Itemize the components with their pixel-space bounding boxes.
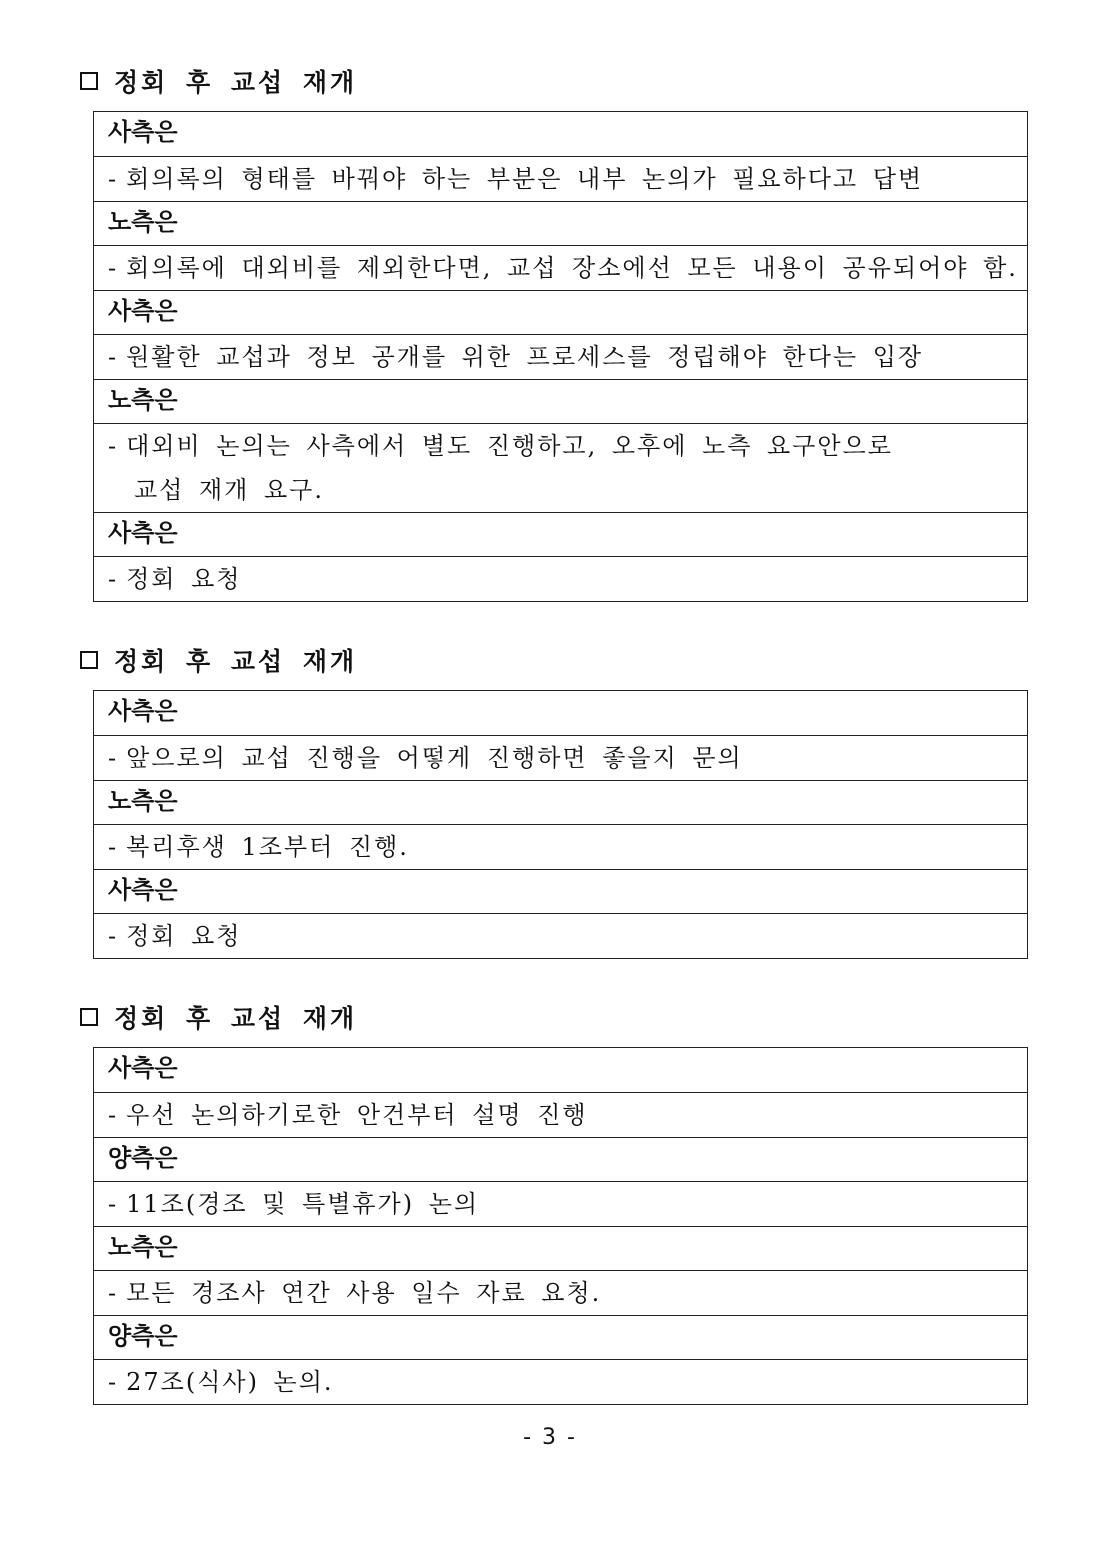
statement-row bbox=[94, 1270, 1027, 1315]
statement-row bbox=[94, 156, 1027, 201]
speaker-row: 사측은 bbox=[94, 512, 1027, 556]
dash-marker: - bbox=[108, 922, 119, 950]
speaker-row: 사측은 bbox=[94, 869, 1027, 913]
dash-marker: - bbox=[108, 254, 119, 282]
dash-marker: - bbox=[108, 165, 119, 193]
dash-marker: - bbox=[108, 565, 119, 593]
statement-continuation: 교섭 재개 요구. bbox=[134, 476, 324, 504]
statement-row bbox=[94, 735, 1027, 780]
minutes-table bbox=[93, 690, 1028, 959]
statement-text: 복리후생 1조부터 진행. bbox=[126, 833, 409, 861]
checkbox-icon bbox=[80, 651, 98, 669]
statement-text: 회의록에 대외비를 제외한다면, 교섭 장소에선 모든 내용이 공유되어야 함. bbox=[126, 254, 1018, 282]
statement-text: 정회 요청 bbox=[126, 565, 242, 593]
statement-row bbox=[94, 1092, 1027, 1137]
dash-marker: - bbox=[108, 432, 119, 460]
statement-row bbox=[94, 913, 1027, 958]
statement-row bbox=[94, 1359, 1027, 1404]
dash-marker: - bbox=[108, 1101, 119, 1129]
speaker-row: 노측은 bbox=[94, 379, 1027, 423]
section-heading bbox=[80, 1002, 1030, 1032]
dash-marker: - bbox=[108, 1368, 119, 1396]
section-heading bbox=[80, 66, 1030, 96]
page-number: - 3 - bbox=[523, 1425, 577, 1450]
statement-text: 대외비 논의는 사측에서 별도 진행하고, 오후에 노측 요구안으로 bbox=[126, 432, 893, 460]
speaker-row: 사측은 bbox=[108, 118, 178, 146]
speaker-row: 사측은 bbox=[94, 290, 1027, 334]
statement-text: 회의록의 형태를 바꿔야 하는 부분은 내부 논의가 필요하다고 답변 bbox=[126, 165, 924, 193]
checkbox-icon bbox=[80, 1008, 98, 1026]
speaker-row: 사측은 bbox=[108, 697, 178, 725]
speaker-row: 양측은 bbox=[94, 1137, 1027, 1181]
statement-text: 모든 경조사 연간 사용 일수 자료 요청. bbox=[126, 1279, 602, 1307]
dash-marker: - bbox=[108, 744, 119, 772]
statement-row bbox=[94, 423, 1027, 512]
statement-row bbox=[94, 245, 1027, 290]
section-2 bbox=[80, 645, 1030, 959]
statement-text: 우선 논의하기로한 안건부터 설명 진행 bbox=[126, 1101, 588, 1129]
statement-row bbox=[94, 824, 1027, 869]
statement-row bbox=[94, 334, 1027, 379]
statement-text: 원활한 교섭과 정보 공개를 위한 프로세스를 정립해야 한다는 입장 bbox=[126, 343, 924, 371]
statement-row bbox=[94, 556, 1027, 601]
dash-marker: - bbox=[108, 343, 119, 371]
dash-marker: - bbox=[108, 1279, 119, 1307]
section-1 bbox=[80, 66, 1030, 602]
minutes-table bbox=[93, 111, 1028, 602]
statement-row bbox=[94, 1181, 1027, 1226]
minutes-table bbox=[93, 1047, 1028, 1405]
section-heading-text: 정회 후 교섭 재개 bbox=[114, 647, 358, 676]
speaker-row: 사측은 bbox=[108, 1054, 178, 1082]
section-3 bbox=[80, 1002, 1030, 1405]
section-heading-text: 정회 후 교섭 재개 bbox=[114, 68, 358, 97]
section-heading bbox=[80, 645, 1030, 675]
statement-text: 앞으로의 교섭 진행을 어떻게 진행하면 좋을지 문의 bbox=[126, 744, 743, 772]
statement-text: 11조(경조 및 특별휴가) 논의 bbox=[126, 1190, 480, 1218]
dash-marker: - bbox=[108, 833, 119, 861]
dash-marker: - bbox=[108, 1190, 119, 1218]
statement-text: 27조(식사) 논의. bbox=[126, 1368, 334, 1396]
checkbox-icon bbox=[80, 72, 98, 90]
section-heading-text: 정회 후 교섭 재개 bbox=[114, 1004, 358, 1033]
speaker-row: 노측은 bbox=[94, 780, 1027, 824]
speaker-row: 양측은 bbox=[94, 1315, 1027, 1359]
speaker-row: 노측은 bbox=[94, 201, 1027, 245]
speaker-row: 노측은 bbox=[94, 1226, 1027, 1270]
statement-text: 정회 요청 bbox=[126, 922, 242, 950]
